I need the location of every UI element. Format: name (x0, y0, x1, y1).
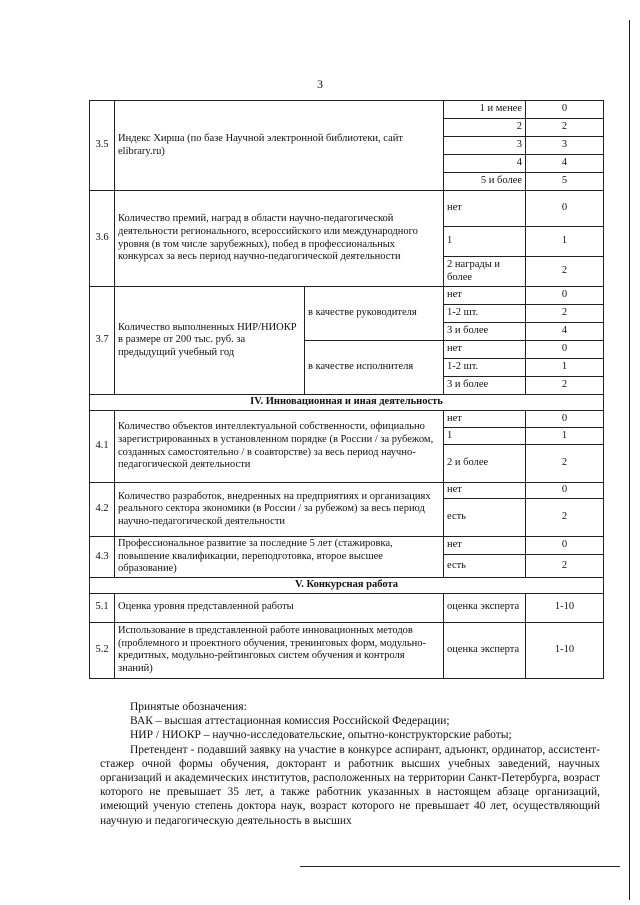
role-executor: в качестве исполнителя (305, 341, 444, 395)
row-number: 5.2 (90, 622, 115, 678)
row-number: 3.6 (90, 191, 115, 287)
score-cell: 0 (526, 287, 604, 305)
page-edge-line (629, 20, 630, 900)
score-cell: 0 (526, 537, 604, 555)
note-vak: ВАК – высшая аттестационная комиссия Российской Федерации; (130, 715, 450, 728)
option-cell: оценка эксперта (444, 622, 526, 678)
criterion-text: Количество объектов интеллектуальной собственности, официально зарегистрированных в установленном порядке (в России / за рубежом, созданных самостоятельно / в соавторстве) за весь период научно-педагогической деятельности (115, 411, 444, 483)
score-cell: 1 (526, 227, 604, 257)
score-cell: 0 (526, 101, 604, 119)
table-row (90, 622, 604, 678)
score-cell: 5 (526, 173, 604, 191)
section-heading: IV. Инновационная и иная деятельность (90, 395, 604, 411)
table-row (90, 577, 604, 593)
option-cell: 3 и более (444, 323, 526, 341)
criterion-text: Количество премий, наград в области научно-педагогической деятельности регионального, всероссийского или международного уровня (в том числе зарубежных), побед в профессиональных конкурсах за весь период научно-педагогической деятельности (115, 191, 444, 287)
option-cell: 2 и более (444, 445, 526, 483)
option-cell: 2 (444, 119, 526, 137)
page-number: 3 (317, 77, 323, 91)
score-cell: 4 (526, 323, 604, 341)
option-cell: 1-2 шт. (444, 359, 526, 377)
option-cell: нет (444, 287, 526, 305)
score-cell: 0 (526, 483, 604, 499)
notes-heading: Принятые обозначения: (130, 701, 247, 713)
table-row (90, 483, 604, 499)
option-cell: 3 (444, 137, 526, 155)
option-cell: нет (444, 483, 526, 499)
note-nir: НИР / НИОКР – научно-исследовательские, опытно-конструкторские работы; (130, 729, 512, 742)
score-cell: 0 (526, 411, 604, 428)
table-row (90, 191, 604, 227)
score-cell: 2 (526, 499, 604, 537)
row-number: 4.3 (90, 537, 115, 578)
score-cell: 4 (526, 155, 604, 173)
option-cell: 1-2 шт. (444, 305, 526, 323)
table-row (90, 593, 604, 622)
score-cell: 2 (526, 377, 604, 395)
table-row (90, 287, 604, 305)
criterion-text: Профессиональное развитие за последние 5 лет (стажировка, повышение квалификации, переподготовка, второе высшее образование) (115, 537, 444, 578)
note-applicant: Претендент - подавший заявку на участие в конкурсе аспирант, адъюнкт, ординатор, ассистент-стажер очной формы обучения, докторант и работник высших учебных заведений, научных организаций и академических институтов, расположенных на территории Санкт-Петербурга, возраст которого не превышает 35 лет, а также работник указанных в настоящем абзаце организаций, имеющий ученую степень доктора наук, возраст которого не превышает 40 лет, осуществляющий научную и педагогическую деятельность в высших (100, 743, 600, 827)
score-cell: 1-10 (526, 622, 604, 678)
option-cell: нет (444, 341, 526, 359)
role-leader: в качестве руководителя (305, 287, 444, 341)
option-cell: 1 (444, 428, 526, 445)
option-cell: 5 и более (444, 173, 526, 191)
row-number: 4.1 (90, 411, 115, 483)
score-cell: 1 (526, 428, 604, 445)
row-number: 5.1 (90, 593, 115, 622)
option-cell: 1 (444, 227, 526, 257)
criterion-text: Оценка уровня представленной работы (115, 593, 444, 622)
notes-section (100, 700, 600, 828)
score-cell: 3 (526, 137, 604, 155)
score-cell: 2 (526, 305, 604, 323)
option-cell: 2 награды и более (444, 257, 526, 287)
score-cell: 0 (526, 191, 604, 227)
option-cell: оценка эксперта (444, 593, 526, 622)
bottom-line (300, 866, 620, 867)
criterion-text: Количество разработок, внедренных на предприятиях и организациях реального сектора экономики (в России / за рубежом) за весь период научно-педагогической деятельности (115, 483, 444, 537)
criterion-text: Количество выполненных НИР/НИОКР в размере от 200 тыс. руб. за предыдущий учебный год (115, 287, 305, 395)
option-cell: нет (444, 537, 526, 555)
option-cell: есть (444, 499, 526, 537)
table-row (90, 537, 604, 555)
criterion-text: Индекс Хирша (по базе Научной электронной библиотеки, сайт elibrary.ru) (115, 101, 444, 191)
score-cell: 2 (526, 119, 604, 137)
table-row (90, 411, 604, 428)
score-cell: 2 (526, 555, 604, 577)
score-cell: 0 (526, 341, 604, 359)
table-row (90, 395, 604, 411)
row-number: 3.5 (90, 101, 115, 191)
row-number: 3.7 (90, 287, 115, 395)
score-cell: 1 (526, 359, 604, 377)
criterion-text: Использование в представленной работе инновационных методов (проблемного и проектного обучения, тренинговых форм, модульно-кредитных, модульно-рейтинговых систем обучения и контроля знаний) (115, 622, 444, 678)
option-cell: 3 и более (444, 377, 526, 395)
row-number: 4.2 (90, 483, 115, 537)
option-cell: нет (444, 191, 526, 227)
option-cell: нет (444, 411, 526, 428)
criteria-table (89, 100, 604, 679)
score-cell: 2 (526, 445, 604, 483)
table-row (90, 101, 604, 119)
option-cell: 4 (444, 155, 526, 173)
option-cell: есть (444, 555, 526, 577)
score-cell: 2 (526, 257, 604, 287)
section-heading: V. Конкурсная работа (90, 577, 604, 593)
score-cell: 1-10 (526, 593, 604, 622)
option-cell: 1 и менее (444, 101, 526, 119)
